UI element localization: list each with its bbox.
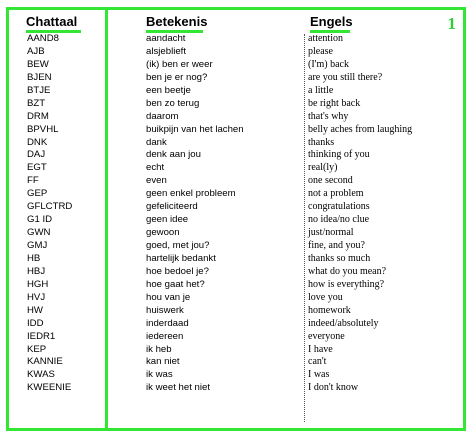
english-meaning: how is everything? — [308, 278, 385, 290]
english-meaning: everyone — [308, 330, 345, 342]
dutch-meaning: gewoon — [146, 227, 180, 239]
chat-abbreviation: KEP — [27, 343, 47, 355]
chat-abbreviation: DAJ — [27, 149, 46, 161]
chat-abbreviation: HBJ — [27, 265, 46, 277]
table-row — [0, 201, 474, 214]
english-meaning: thanks — [308, 136, 335, 148]
dutch-meaning: hoe bedoel je? — [146, 265, 209, 277]
table-row — [0, 85, 474, 98]
english-meaning: just/normal — [308, 227, 354, 239]
english-meaning: a little — [308, 84, 334, 96]
dutch-meaning: hartelijk bedankt — [146, 252, 216, 264]
english-meaning: attention — [308, 33, 343, 44]
chat-abbreviation: KWEENIE — [27, 382, 72, 394]
dutch-meaning: echt — [146, 162, 165, 174]
english-meaning: thanks so much — [308, 252, 371, 264]
dutch-meaning: daarom — [146, 110, 179, 122]
english-meaning: indeed/absolutely — [308, 317, 379, 329]
dutch-meaning: ben zo terug — [146, 97, 200, 109]
table-row — [0, 369, 474, 382]
dutch-meaning: hou van je — [146, 291, 191, 303]
dutch-meaning: een beetje — [146, 84, 191, 96]
english-meaning: real(ly) — [308, 162, 338, 174]
english-meaning: thinking of you — [308, 149, 370, 161]
table-row — [0, 46, 474, 59]
chat-abbreviation: BZT — [27, 97, 46, 109]
header-engels: Engels — [310, 14, 353, 33]
table-row — [0, 227, 474, 240]
table-row — [0, 331, 474, 344]
dutch-meaning: ik weet het niet — [146, 382, 210, 394]
table-row — [0, 124, 474, 137]
dutch-meaning: huiswerk — [146, 304, 184, 316]
dutch-meaning: ik was — [146, 369, 173, 381]
chat-abbreviation: AAND8 — [27, 33, 59, 44]
chat-abbreviation: G1 ID — [27, 214, 53, 226]
dutch-meaning: aandacht — [146, 33, 186, 44]
dutch-meaning: ben je er nog? — [146, 71, 208, 83]
chat-abbreviation: HGH — [27, 278, 49, 290]
table-row — [0, 33, 474, 46]
english-meaning: no idea/no clue — [308, 214, 370, 226]
table-row — [0, 162, 474, 175]
dutch-meaning: denk aan jou — [146, 149, 201, 161]
chat-abbreviation: IDD — [27, 317, 44, 329]
english-meaning: are you still there? — [308, 71, 383, 83]
english-meaning: I was — [308, 369, 330, 381]
chat-abbreviation: BPVHL — [27, 123, 59, 135]
table-row — [0, 137, 474, 150]
chat-abbreviation: BEW — [27, 58, 49, 70]
dutch-meaning: even — [146, 175, 167, 187]
table-row — [0, 111, 474, 124]
dutch-meaning: iedereen — [146, 330, 184, 342]
chat-abbreviation: HB — [27, 252, 41, 264]
english-meaning: congratulations — [308, 201, 370, 213]
chat-abbreviation: BTJE — [27, 84, 51, 96]
english-meaning: I have — [308, 343, 333, 355]
table-row — [0, 188, 474, 201]
table-row — [0, 279, 474, 292]
chat-abbreviation: DRM — [27, 110, 49, 122]
dutch-meaning: buikpijn van het lachen — [146, 123, 244, 135]
chat-abbreviation: GWN — [27, 227, 51, 239]
term-list — [0, 33, 474, 395]
english-meaning: I don't know — [308, 382, 359, 394]
table-row — [0, 266, 474, 279]
dutch-meaning: inderdaad — [146, 317, 189, 329]
chat-abbreviation: EGT — [27, 162, 47, 174]
table-row — [0, 344, 474, 357]
table-row — [0, 253, 474, 266]
english-meaning: fine, and you? — [308, 240, 365, 251]
dutch-meaning: (ik) ben er weer — [146, 58, 213, 70]
english-meaning: please — [308, 45, 333, 57]
header-chattaal: Chattaal — [26, 14, 81, 33]
english-meaning: (I'm) back — [308, 58, 349, 70]
chat-abbreviation: GMJ — [27, 240, 48, 251]
dutch-meaning: gefeliciteerd — [146, 201, 198, 213]
page-number: 1 — [447, 14, 456, 33]
english-meaning: love you — [308, 291, 343, 303]
chat-abbreviation: AJB — [27, 45, 45, 57]
chat-abbreviation: KANNIE — [27, 356, 63, 368]
dutch-meaning: hoe gaat het? — [146, 278, 205, 290]
table-row — [0, 292, 474, 305]
english-meaning: that's why — [308, 110, 349, 122]
table-row — [0, 240, 474, 253]
dutch-meaning: kan niet — [146, 356, 180, 368]
table-row — [0, 98, 474, 111]
dutch-meaning: dank — [146, 136, 167, 148]
table-row — [0, 72, 474, 85]
dutch-meaning: alsjeblieft — [146, 45, 186, 57]
table-row — [0, 214, 474, 227]
english-meaning: one second — [308, 175, 353, 187]
dutch-meaning: geen enkel probleem — [146, 188, 236, 200]
table-row — [0, 149, 474, 162]
dutch-meaning: ik heb — [146, 343, 172, 355]
dutch-meaning: geen idee — [146, 214, 189, 226]
english-meaning: can't — [308, 356, 327, 368]
table-row — [0, 305, 474, 318]
table-row — [0, 175, 474, 188]
english-meaning: homework — [308, 304, 351, 316]
dutch-meaning: goed, met jou? — [146, 240, 210, 251]
chat-abbreviation: DNK — [27, 136, 48, 148]
table-row — [0, 382, 474, 395]
chat-abbreviation: GEP — [27, 188, 48, 200]
table-row — [0, 59, 474, 72]
chat-abbreviation: IEDR1 — [27, 330, 56, 342]
chat-abbreviation: FF — [27, 175, 39, 187]
chat-abbreviation: HVJ — [27, 291, 46, 303]
chat-abbreviation: GFLCTRD — [27, 201, 73, 213]
english-meaning: what do you mean? — [308, 265, 387, 277]
english-meaning: belly aches from laughing — [308, 123, 413, 135]
chat-abbreviation: KWAS — [27, 369, 55, 381]
english-meaning: not a problem — [308, 188, 364, 200]
table-row — [0, 318, 474, 331]
chat-abbreviation: HW — [27, 304, 43, 316]
chat-abbreviation: BJEN — [27, 71, 52, 83]
table-row — [0, 356, 474, 369]
header-betekenis: Betekenis — [146, 14, 207, 33]
english-meaning: be right back — [308, 97, 361, 109]
